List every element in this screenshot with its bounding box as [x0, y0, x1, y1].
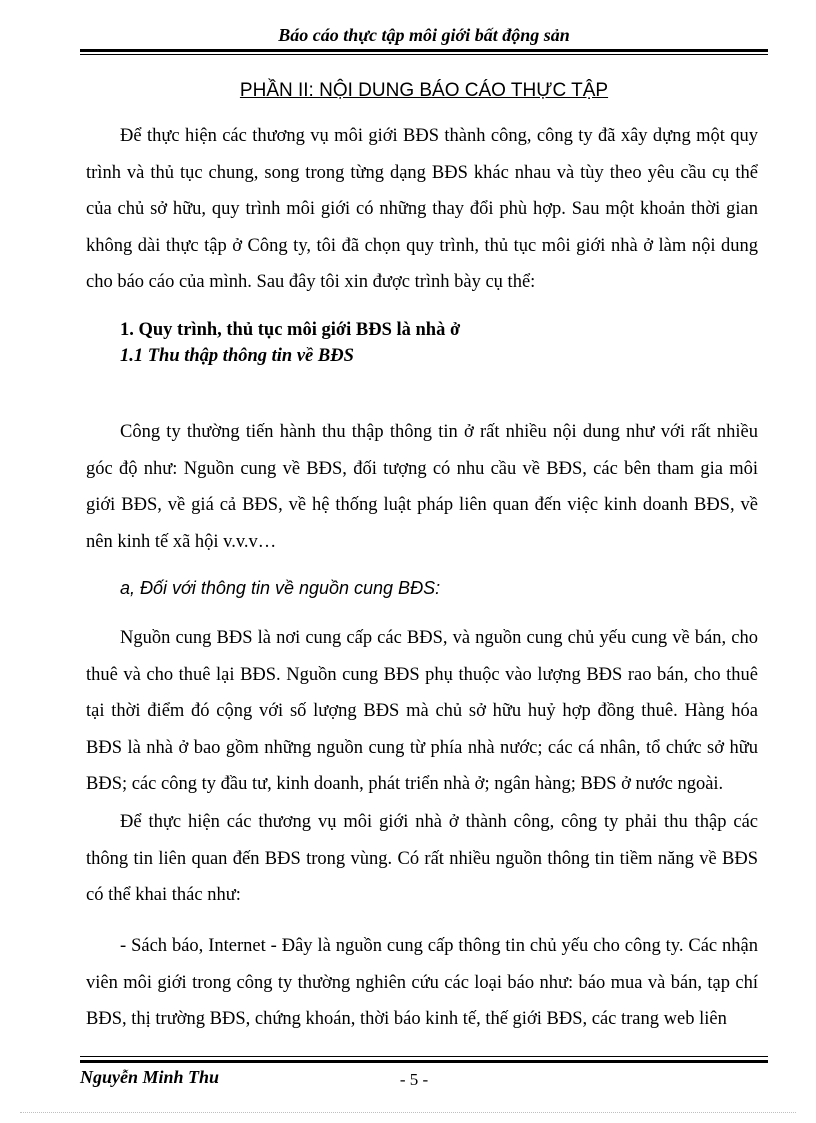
- page-bottom-border: [20, 1112, 796, 1113]
- header-rule-thin: [80, 54, 768, 55]
- section-1-1-heading: 1.1 Thu thập thông tin về BĐS: [120, 346, 354, 366]
- intro-paragraph: Để thực hiện các thương vụ môi giới BĐS thành công, công ty đã xây dựng một quy trình và thủ tục chung, song trong từng dạng BĐS khác nhau và tùy theo yêu cầu cụ thể của chủ sở hữu, quy trình môi giới có những thay đổi phù hợp. Sau một khoản thời gian không dài thực tập ở Công ty, tôi đã chọn quy trình, thủ tục môi giới nhà ở làm nội dung cho báo cáo của mình. Sau đây tôi xin được trình bày cụ thể:: [86, 126, 758, 293]
- footer-author: Nguyễn Minh Thu: [80, 1067, 220, 1087]
- section-1-1-paragraph: Công ty thường tiến hành thu thập thông tin ở rất nhiều nội dung như với rất nhiều góc độ như: Nguồn cung về BĐS, đối tượng có nhu cầu về BĐS, các bên tham gia môi giới BĐS, về giá cả BĐS, về hệ thống luật pháp liên quan đến việc kinh doanh BĐS, về nên kinh tế xã hội v.v.v…: [86, 422, 758, 552]
- footer-rule-thick: [80, 1060, 768, 1063]
- subsection-a-heading: a, Đối với thông tin về nguồn cung BĐS:: [120, 578, 441, 598]
- collection-paragraph: Để thực hiện các thương vụ môi giới nhà ở thành công, công ty phải thu thập các thông tin liên quan đến BĐS trong vùng. Có rất nhiều nguồn thông tin tiềm năng về BĐS có thể khai thác như:: [86, 812, 758, 906]
- supply-paragraph: Nguồn cung BĐS là nơi cung cấp các BĐS, và nguồn cung chủ yếu cung về bán, cho thuê và cho thuê lại BĐS. Nguồn cung BĐS phụ thuộc vào lượng BĐS rao bán, cho thuê tại thời điểm đó cộng với số lượng BĐS mà chủ sở hữu huỷ hợp đồng thuê. Hàng hóa BĐS là nhà ở bao gồm những nguồn cung từ phía nhà nước; các cá nhân, tổ chức sở hữu BĐS; các công ty đầu tư, kinh doanh, phát triển nhà ở; ngân hàng; BĐS ở nước ngoài.: [86, 628, 758, 795]
- section-1-heading: 1. Quy trình, thủ tục môi giới BĐS là nhà ở: [120, 320, 461, 340]
- running-header: Báo cáo thực tập môi giới bất động sản: [278, 25, 570, 45]
- sources-paragraph: - Sách báo, Internet - Đây là nguồn cung cấp thông tin chủ yếu cho công ty. Các nhận viên môi giới trong công ty thường nghiên cứu các loại báo như: báo mua và bán, tạp chí BĐS, thị trường BĐS, chứng khoán, thời báo kinh tế, thế giới BĐS, các trang web liên: [86, 936, 758, 1030]
- page-number: - 5 -: [399, 1070, 429, 1089]
- footer-rule-thin: [80, 1056, 768, 1057]
- header-rule-thick: [80, 49, 768, 52]
- part-title: PHẦN II: NỘI DUNG BÁO CÁO THỰC TẬP: [239, 80, 609, 101]
